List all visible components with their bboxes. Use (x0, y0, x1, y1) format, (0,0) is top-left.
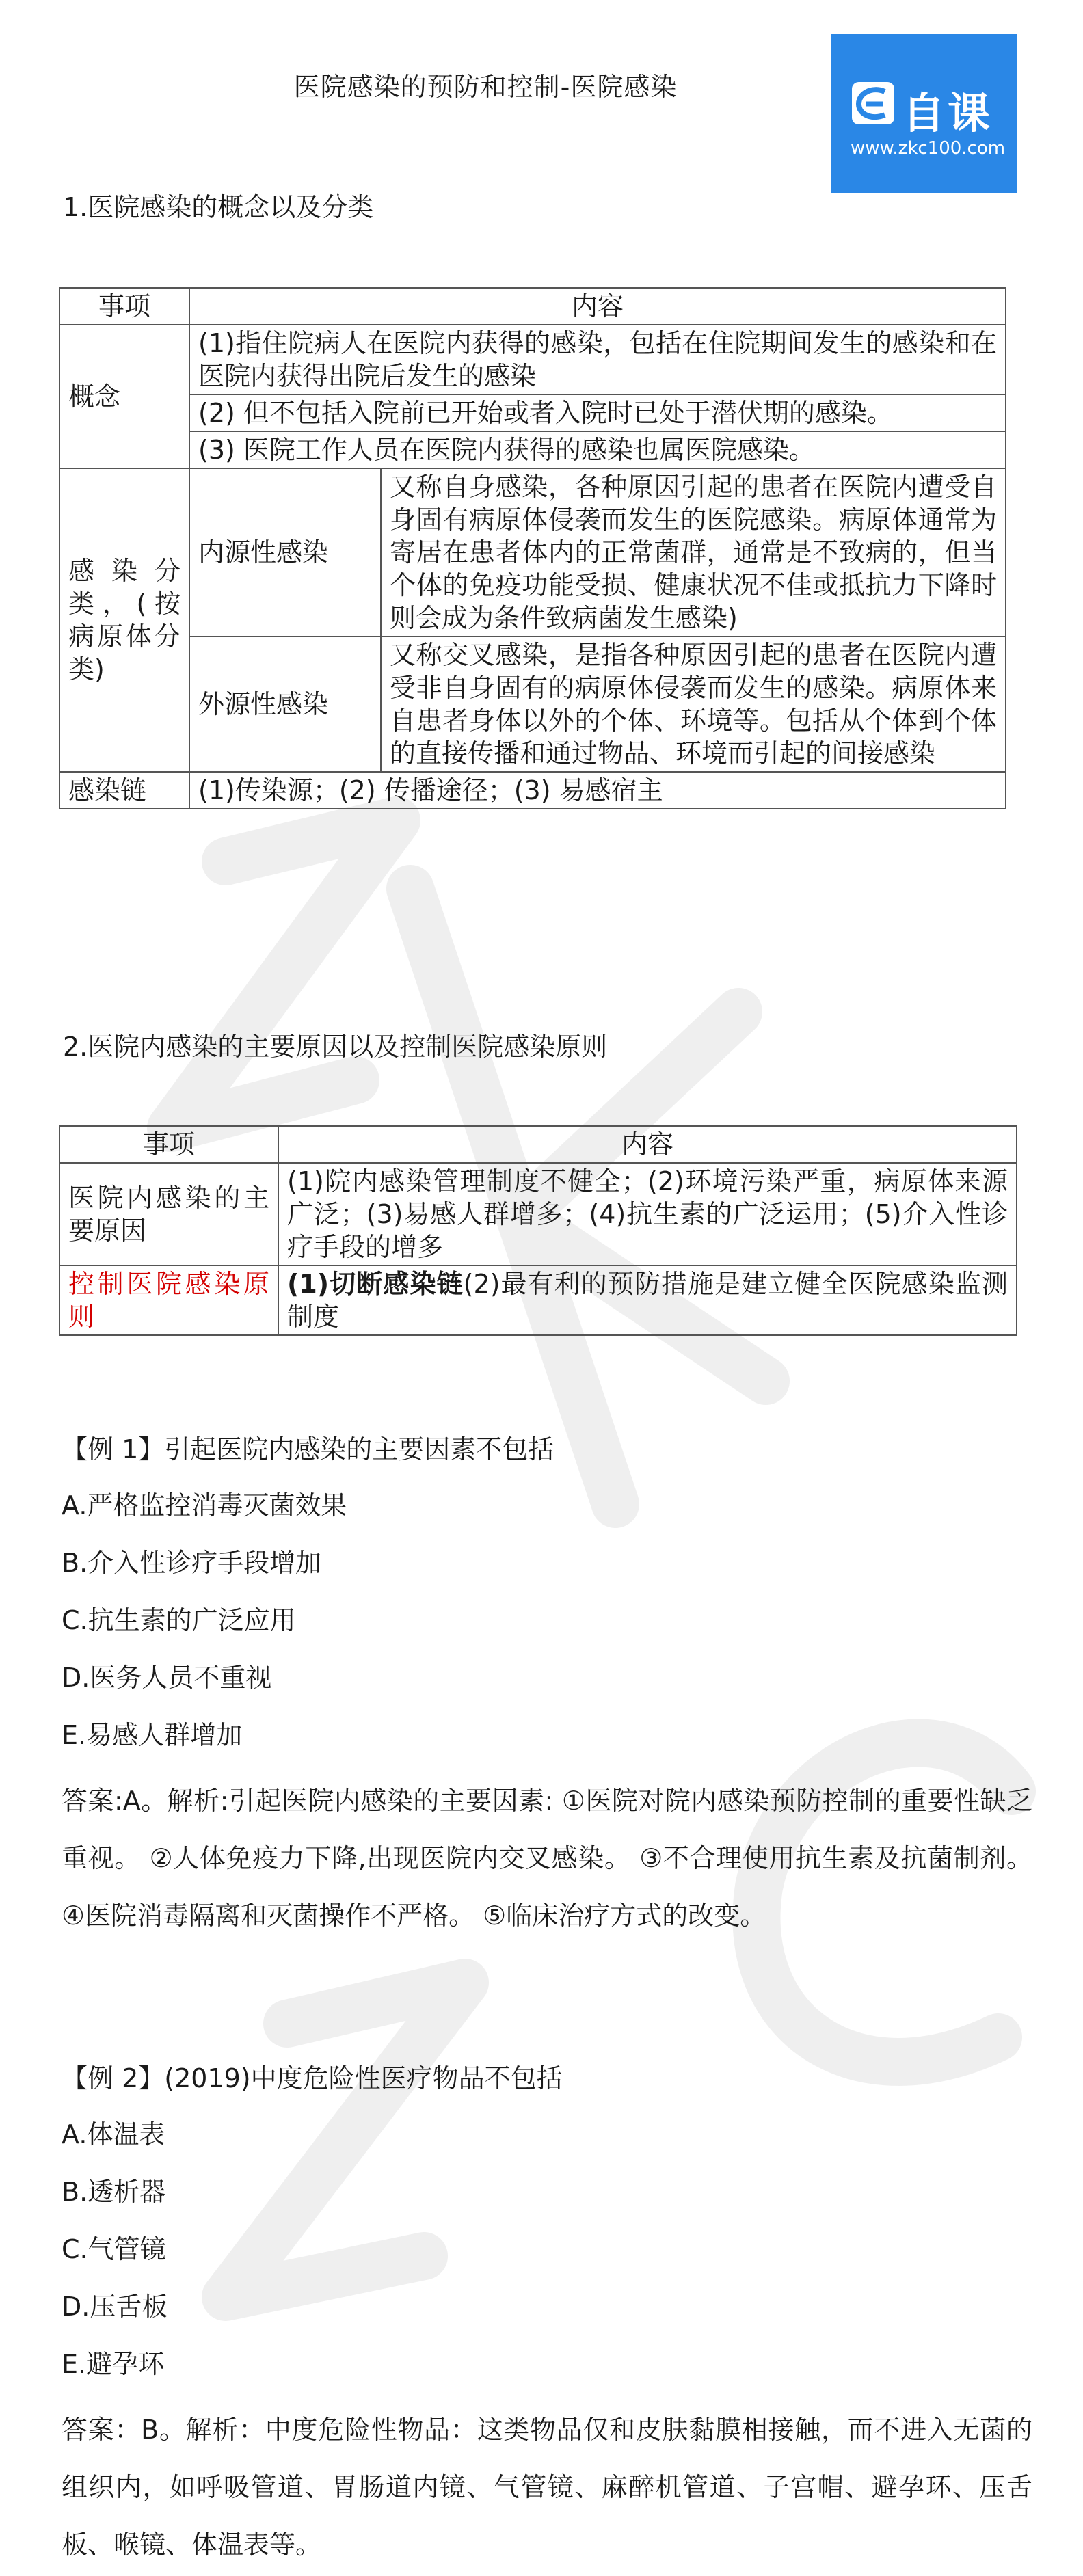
table-header-row (59, 1126, 1017, 1163)
table-header-row (59, 288, 1006, 325)
chain-content: (1)传染源；(2) 传播途径；(3) 易感宿主 (189, 772, 1006, 809)
principles-content-rest: (2)最有利的预防措施是建立健全医院感染监测制度 (287, 1269, 1008, 1332)
table-row (59, 468, 1006, 636)
principles-content-bold: (1)切断感染链 (287, 1269, 464, 1299)
classification-type: 内源性感染 (189, 468, 381, 636)
section-2-heading: 2.医院内感染的主要原因以及控制医院感染原则 (63, 1032, 608, 1062)
classification-type: 外源性感染 (189, 636, 381, 772)
classification-label: 感染分类，(按病原体分类) (59, 468, 189, 772)
example-1-option-a: A.严格监控消毒灭菌效果 (62, 1490, 347, 1520)
example-2-option-e: E.避孕环 (62, 2349, 165, 2379)
table-row (59, 772, 1006, 809)
example-2 (62, 2058, 1032, 2573)
section-1-heading: 1.医院感染的概念以及分类 (63, 192, 374, 222)
example-1 (62, 1429, 1032, 1944)
example-2-answer: 答案：B。解析：中度危险性物品：这类物品仅和皮肤黏膜相接触，而不进入无菌的组织内，如呼吸管道、胃肠道内镜、气管镜、麻醉机管道、子宫帽、避孕环、压舌板、喉镜、体温表等。 (62, 2415, 1032, 2560)
example-2-option-a: A.体温表 (62, 2119, 165, 2149)
principles-content (278, 1265, 1017, 1335)
example-2-option-c: C.气管镜 (62, 2234, 166, 2264)
example-1-title: 【例 1】引起医院内感染的主要因素不包括 (62, 1434, 554, 1464)
concept-label: 概念 (59, 325, 189, 468)
example-2-option-d: D.压舌板 (62, 2292, 168, 2322)
concept-item-2: (2) 但不包括入院前已开始或者入院时已处于潜伏期的感染。 (189, 394, 1006, 431)
principles-label: 控制医院感染原则 (59, 1265, 278, 1335)
header-content: 内容 (278, 1126, 1017, 1163)
table-row (59, 325, 1006, 394)
causes-label: 医院内感染的主要原因 (59, 1163, 278, 1265)
example-1-option-b: B.介入性诊疗手段增加 (62, 1548, 322, 1578)
table-row (59, 431, 1006, 468)
example-1-answer: 答案:A。解析:引起医院内感染的主要因素: ①医院对院内感染预防控制的重要性缺乏重视。 ②人体免疫力下降,出现医院内交叉感染。 ③不合理使用抗生素及抗菌制剂。 ④医院消毒隔离和灭菌操作不严格。 ⑤临床治疗方式的改变。 (62, 1786, 1032, 1931)
example-1-option-c: C.抗生素的广泛应用 (62, 1605, 296, 1635)
concept-item-1: (1)指住院病人在医院内获得的感染，包括在住院期间发生的感染和在医院内获得出院后发生的感染 (189, 325, 1006, 394)
classification-content: 又称交叉感染，是指各种原因引起的患者在医院内遭受非自身固有的病原体侵袭而发生的感染。病原体来自患者身体以外的个体、环境等。包括从个体到个体的直接传播和通过物品、环境而引起的间接感染 (381, 636, 1006, 772)
logo-brand: 自课 (902, 88, 993, 138)
logo-url: www.zkc100.com (851, 138, 1006, 159)
concept-classification-table (59, 287, 1006, 809)
header-item: 事项 (59, 1126, 278, 1163)
example-2-option-b: B.透析器 (62, 2177, 166, 2207)
header-content: 内容 (189, 288, 1006, 325)
table-row (59, 636, 1006, 772)
zkc-logo[interactable] (831, 34, 1017, 193)
example-2-title: 【例 2】(2019)中度危险性医疗物品不包括 (62, 2063, 563, 2093)
example-1-option-d: D.医务人员不重视 (62, 1663, 272, 1693)
chain-label: 感染链 (59, 772, 189, 809)
page-title: 医院感染的预防和控制-医院感染 (293, 72, 678, 102)
example-1-option-e: E.易感人群增加 (62, 1720, 243, 1750)
classification-content: 又称自身感染，各种原因引起的患者在医院内遭受自身固有病原体侵袭而发生的医院感染。病原体通常为寄居在患者体内的正常菌群，通常是不致病的，但当个体的免疫功能受损、健康状况不佳或抵抗力下降时则会成为条件致病菌发生感染) (381, 468, 1006, 636)
concept-item-3: (3) 医院工作人员在医院内获得的感染也属医院感染。 (189, 431, 1006, 468)
causes-content: (1)院内感染管理制度不健全；(2)环境污染严重，病原体来源广泛；(3)易感人群增多；(4)抗生素的广泛运用；(5)介入性诊疗手段的增多 (278, 1163, 1017, 1265)
header-item: 事项 (59, 288, 189, 325)
logo-e-icon (852, 82, 894, 124)
table-row (59, 1163, 1017, 1265)
table-row (59, 1265, 1017, 1335)
table-row (59, 394, 1006, 431)
causes-principles-table (59, 1125, 1017, 1336)
